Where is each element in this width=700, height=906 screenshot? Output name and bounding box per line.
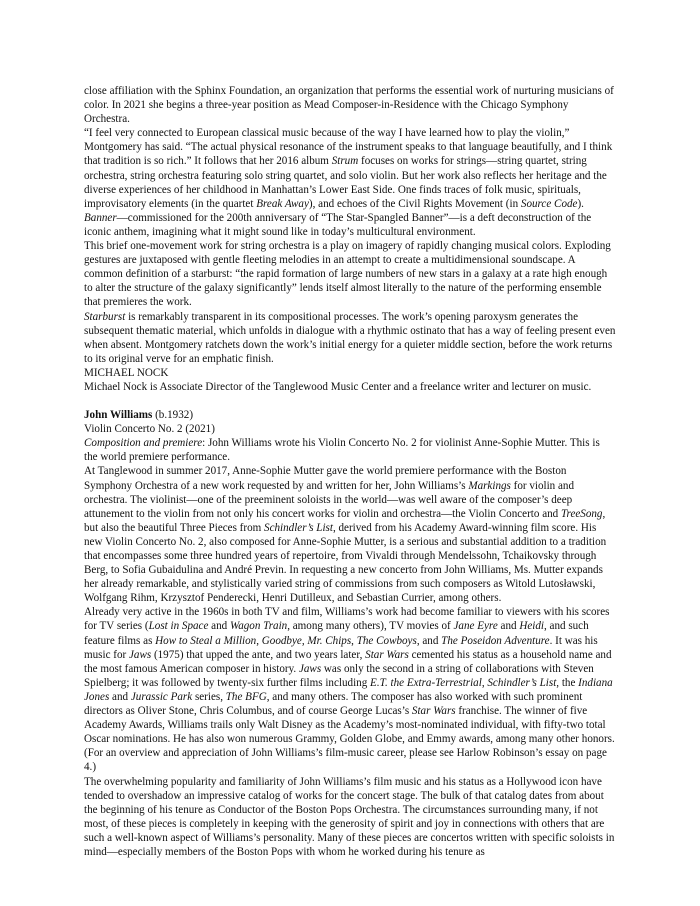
montgomery-paragraph-1: close affiliation with the Sphinx Foundation, an organization that performs the essential work of nurturing musicians of color. In 2021 she begins a three-year position as Mead Composer-in-Residence with the Chicago Symphony Orchestra. [84, 85, 614, 126]
starburst-paragraph-2: Starburst is remarkably transparent in its compositional processes. The work’s opening paroxysm generates the subsequent thematic material, which unfolds in dialogue with a rhythmic ostinato that has a way of feeling present even when absent. Montgomery ratchets down the work’s initial energy for a quieter middle section, before the work returns to its original verve for an emphatic finish. [84, 310, 616, 365]
work-title-starburst: Starburst [84, 310, 126, 323]
starburst-paragraph-1: This brief one-movement work for string orchestra is a play on imagery of rapidly changing musical colors. Exploding gestures are juxtaposed with gentle fleeting melodies in an attempt to create a multidimensional soundscape. A common definition of a starburst: “the rapid formation of large numbers of new stars in a galaxy at a rate high enough to alter the structure of the galaxy significantly” lends itself almost literally to the nature of the performing ensemble that premieres the work. [84, 240, 611, 309]
author-bio: Michael Nock is Associate Director of the Tanglewood Music Center and a freelance writer and lecturer on music. [84, 380, 592, 393]
work-title-banner: Banner [84, 211, 117, 224]
williams-paragraph-1: At Tanglewood in summer 2017, Anne-Sophie Mutter gave the world premiere performance with the Boston Symphony Orchestra of a new work requested by and written for her, John Williams’s Markings for violin and orchestra. The violinist—one of the preeminent soloists in the world—was well aware of the composer’s deep attunement to the violin from not only his concert works for violin and orchestra—the Violin Concerto and TreeSong, but also the beautiful Three Pieces from Schindler’s List, derived from his Academy Award-winning film score. His new Violin Concerto No. 2, also composed for Anne-Sophie Mutter, is a serious and substantial addition to a tradition that encompasses some three hundred years of repertoire, from Vivaldi through Mendelssohn, Tchaikovsky through Berg, to Sofia Gubaidulina and André Previn. In requesting a new concerto from John Williams, Ms. Mutter expands her already remarkable, and stylistically varied string of commissions from such composers as Witold Lutosławski, Wolfgang Rihm, Krzysztof Penderecki, Henri Dutilleux, and Sebastian Currier, among others. [84, 465, 607, 605]
essay-author: MICHAEL NOCK [84, 366, 169, 379]
document-page [84, 84, 616, 859]
work-title-source-code: Source Code [520, 197, 578, 210]
composer-heading [84, 408, 616, 422]
section-spacer [84, 394, 616, 408]
album-title-strum: Strum [331, 155, 359, 168]
work-title: Violin Concerto No. 2 (2021) [84, 423, 215, 436]
montgomery-paragraph-2: “I feel very connected to European classical music because of the way I have learned how to play the violin,” Montgomery has said. “The actual physical resonance of the instrument speaks to that language beautifully, and I think that tradition is so rich.” It follows that her 2016 album Strum focuses on works for strings—string quartet, string orchestra, string orchestra featuring solo string quartet, and solo violin. But her work also reflects her heritage and the diverse experiences of her childhood in Manhattan’s Lower East Side. One finds traces of folk music, spirituals, improvisatory elements (in the quartet Break Away), and echoes of the Civil Rights Movement (in Source Code). Banner—commissioned for the 200th anniversary of “The Star-Spangled Banner”—is a deft deconstruction of the iconic anthem, imagining what it might sound like in today’s multicultural environment. [84, 127, 613, 238]
work-title-break-away: Break Away [256, 197, 309, 210]
composer-dates: (b.1932) [152, 409, 194, 422]
composer-name: John Williams [84, 409, 153, 422]
williams-paragraph-2: Already very active in the 1960s in both TV and film, Williams’s work had become familiar to viewers with his scores for TV series (Lost in Space and Wagon Train, among many others), TV movies of Jane Eyre and Heidi, and such feature films as How to Steal a Million, Goodbye, Mr. Chips, The Cowboys, and The Poseidon Adventure. It was his music for Jaws (1975) that upped the ante, and two years later, Star Wars cemented his status as a household name and the most famous American composer in history. Jaws was only the second in a string of collaborations with Steven Spielberg; it was followed by twenty-six further films including E.T. the Extra-Terrestrial, Schindler’s List, the Indiana Jones and Jurassic Park series, The BFG, and many others. The composer has also worked with such prominent directors as Oliver Stone, Chris Columbus, and of course George Lucas’s Star Wars franchise. The winner of five Academy Awards, Williams trails only Walt Disney as the Academy’s most-nominated individual, with fifty-two total Oscar nominations. He has also won numerous Grammy, Golden Globe, and Emmy awards, among many other honors. (For an overview and appreciation of John Williams’s film-music career, please see Harlow Robinson’s essay on page 4.) [84, 606, 615, 774]
williams-paragraph-3: The overwhelming popularity and familiarity of John Williams’s film music and his status as a Hollywood icon have tended to overshadow an impressive catalog of works for the concert stage. The bulk of that catalog dates from about the beginning of his tenure as Conductor of the Boston Pops Orchestra. The circumstances surrounding many, if not most, of these pieces is completely in keeping with the generosity of spirit and joy in connections with others that are such a well-known aspect of Williams’s personality. Many of these pieces are concertos written with specific soloists in mind—especially members of the Boston Pops with whom he worked during his tenure as [84, 775, 615, 858]
premiere-label: Composition and premiere [84, 437, 203, 450]
premiere-note: Composition and premiere: John Williams wrote his Violin Concerto No. 2 for violinist Anne-Sophie Mutter. This is the world premiere performance. [84, 437, 600, 464]
